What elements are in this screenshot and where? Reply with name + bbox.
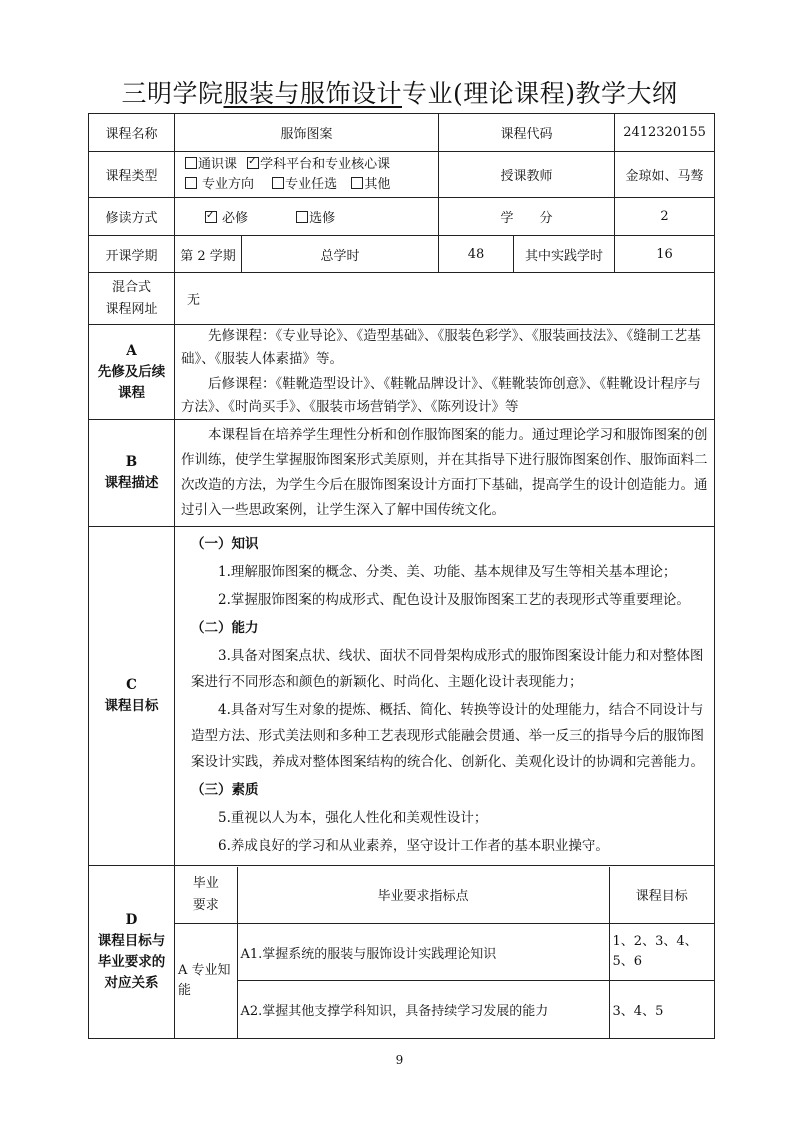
section-b-label — [89, 420, 175, 527]
blended-value: 无 — [175, 273, 715, 325]
col-header-requirement-line1: 毕业 — [192, 875, 219, 891]
checkbox-elective[interactable] — [272, 177, 284, 189]
checkbox-general[interactable] — [185, 157, 197, 169]
checkbox-core[interactable] — [247, 157, 259, 169]
section-a-content — [175, 325, 715, 420]
checkbox-optional[interactable] — [296, 211, 308, 223]
goal-heading-quality: （三）素质 — [191, 782, 259, 798]
mapping-table — [175, 867, 714, 1038]
section-a-label-line2: 课程 — [118, 384, 145, 401]
goal-6: 6.养成良好的学习和从业素养，坚守设计工作者的基本职业操守。 — [218, 838, 609, 854]
section-b-letter: B — [125, 454, 138, 470]
option-other: 其他 — [364, 176, 391, 192]
blended-label-line2: 课程网址 — [105, 301, 158, 317]
credit-label: 学 分 — [439, 198, 615, 236]
option-elective: 专业任选 — [285, 176, 338, 192]
goals-a1: 1、2、3、4、5、6 — [609, 924, 714, 981]
page-number: 9 — [395, 1053, 404, 1067]
title-school: 三明学院 — [121, 79, 224, 108]
goal-4: 4.具备对写生对象的提炼、概括、简化、转换等设计的处理能力，结合不同设计与造型方法、形式美法则和多种工艺表现形式能融会贯通、举一反三的指导今后的服饰图案设计实践，养成对整体图案结构的统合化、创新化、美观化设计的协调和完善能力。 — [191, 702, 704, 770]
checkbox-required[interactable] — [205, 211, 217, 223]
course-type-label: 课程类型 — [89, 152, 175, 198]
credit-value: 2 — [615, 198, 715, 236]
total-hours-value: 48 — [439, 236, 514, 273]
course-type-options — [175, 152, 439, 198]
mapping-cell — [175, 866, 715, 1039]
teacher-label: 授课教师 — [439, 152, 615, 198]
practice-hours-label: 其中实践学时 — [514, 236, 615, 273]
section-a-label-line1: 先修及后续 — [97, 363, 166, 380]
course-name-value: 服饰图案 — [175, 114, 439, 152]
study-mode-label: 修读方式 — [89, 198, 175, 236]
goals-a2: 3、4、5 — [609, 981, 714, 1038]
section-b-content — [175, 420, 715, 527]
option-optional: 选修 — [309, 211, 336, 226]
goal-heading-ability: （二）能力 — [191, 620, 259, 636]
teacher-value: 金琼如、马骜 — [615, 152, 715, 198]
syllabus-table — [88, 113, 715, 1039]
course-name-label: 课程名称 — [89, 114, 175, 152]
prerequisite-courses: 先修课程：《专业导论》、《造型基础》、《服装色彩学》、《服装画技法》、《缝制工艺基础》、《服装人体素描》等。 — [181, 328, 701, 367]
col-header-requirement-line2: 要求 — [192, 897, 219, 913]
total-hours-label: 总学时 — [242, 236, 439, 273]
section-d-label — [89, 866, 175, 1039]
section-d-label-line2: 毕业要求的 — [97, 954, 166, 970]
study-mode-options — [175, 198, 439, 236]
checkbox-other[interactable] — [351, 177, 363, 189]
col-header-requirement — [175, 867, 237, 924]
goal-3: 3.具备对图案点状、线状、面状不同骨架构成形式的服饰图案设计能力和对整体图案进行不同形态和颜色的新颖化、时尚化、主题化设计表现能力； — [191, 648, 704, 690]
requirement-group: A 专业知能 — [175, 924, 237, 1038]
section-a-letter: A — [126, 342, 137, 359]
goal-5: 5.重视以人为本，强化人性化和美观性设计； — [218, 810, 488, 826]
course-code-label: 课程代码 — [439, 114, 615, 152]
section-c-letter: C — [126, 677, 137, 693]
section-d-label-line1: 课程目标与 — [97, 933, 166, 949]
col-header-indicator: 毕业要求指标点 — [237, 867, 609, 924]
course-code-value: 2412320155 — [615, 114, 715, 152]
section-a-label — [89, 325, 175, 420]
semester-label: 开课学期 — [89, 236, 175, 273]
practice-hours-value: 16 — [615, 236, 715, 273]
section-c-label — [89, 527, 175, 866]
col-header-goals: 课程目标 — [609, 867, 714, 924]
title-major: 服装与服饰设计 — [223, 79, 402, 108]
followup-courses: 后修课程：《鞋靴造型设计》、《鞋靴品牌设计》、《鞋靴装饰创意》、《鞋靴设计程序与方法》、《时尚买手》、《服装市场营销学》、《陈列设计》等 — [181, 376, 701, 415]
option-required: 必修 — [222, 211, 249, 226]
blended-label — [89, 273, 175, 325]
option-core: 学科平台和专业核心课 — [260, 156, 391, 172]
section-b-label-text: 课程描述 — [104, 475, 159, 491]
option-direction: 专业方向 — [202, 176, 255, 192]
section-c-content — [175, 527, 715, 866]
checkbox-direction[interactable] — [185, 177, 197, 189]
document-title — [0, 74, 799, 110]
blended-label-line1: 混合式 — [111, 279, 151, 295]
section-d-label-line3: 对应关系 — [104, 975, 159, 991]
section-c-label-text: 课程目标 — [104, 698, 159, 714]
indicator-a2: A2.掌握其他支撑学科知识，具备持续学习发展的能力 — [237, 981, 609, 1038]
option-general: 通识课 — [198, 156, 238, 172]
title-suffix: 专业(理论课程)教学大纲 — [402, 79, 678, 108]
goal-2: 2.掌握服饰图案的构成形式、配色设计及服饰图案工艺的表现形式等重要理论。 — [218, 592, 690, 608]
section-d-letter: D — [125, 912, 138, 928]
goal-heading-knowledge: （一）知识 — [191, 536, 259, 552]
goal-1: 1.理解服饰图案的概念、分类、美、功能、基本规律及写生等相关基本理论； — [218, 564, 677, 580]
course-description: 本课程旨在培养学生理性分析和创作服饰图案的能力。通过理论学习和服饰图案的创作训练，使学生掌握服饰图案形式美原则，并在其指导下进行服饰图案创作、服饰面料二次改造的方法，为学生今后在服饰图案设计方面打下基础，提高学生的设计创造能力。通过引入一些思政案例，让学生深入了解中国传统文化。 — [181, 427, 708, 518]
indicator-a1: A1.掌握系统的服装与服饰设计实践理论知识 — [237, 924, 609, 981]
semester-value: 第 2 学期 — [175, 236, 242, 273]
